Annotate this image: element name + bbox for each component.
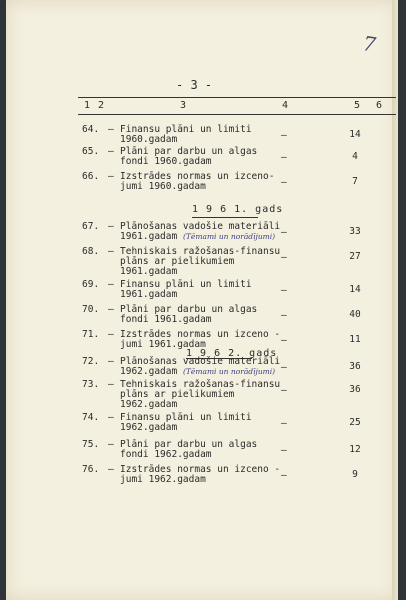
entry-dash: – xyxy=(108,464,114,475)
column-header-1: 1 xyxy=(84,100,91,111)
column-header-3: 3 xyxy=(180,100,187,111)
entry-col4: – xyxy=(281,285,287,296)
entry-col4: – xyxy=(281,362,287,373)
entry-number: 69. xyxy=(82,279,100,290)
entry-description: Finansu plāni un limiti 1960.gadam xyxy=(120,124,252,145)
entry-description: Tehniskais ražošanas-finansu plāns ar pielikumiem 1962.gadam xyxy=(120,379,281,410)
column-header-2: 2 xyxy=(98,100,105,111)
entry-col4: – xyxy=(281,252,287,263)
entry-pages: 36 xyxy=(349,384,361,395)
entry-pages: 27 xyxy=(349,251,361,262)
entry-col4: – xyxy=(281,177,287,188)
document-page xyxy=(6,0,398,600)
entry-description: Plāni par darbu un algas fondi 1962.gadam xyxy=(120,439,258,460)
entry-number: 75. xyxy=(82,439,100,450)
entry-dash: – xyxy=(108,221,114,232)
entry-number: 65. xyxy=(82,146,100,157)
entry-dash: – xyxy=(108,329,114,340)
entry-description: Plāni par darbu un algas fondi 1961.gadam xyxy=(120,304,258,325)
entry-dash: – xyxy=(108,171,114,182)
entry-number: 70. xyxy=(82,304,100,315)
entry-number: 73. xyxy=(82,379,100,390)
entry-number: 67. xyxy=(82,221,100,232)
entry-number: 68. xyxy=(82,246,100,257)
entry-pages: 36 xyxy=(349,361,361,372)
year-underline xyxy=(192,217,258,218)
entry-number: 64. xyxy=(82,124,100,135)
entry-dash: – xyxy=(108,304,114,315)
handwritten-note: (Tēmami un norādījumi) xyxy=(183,367,276,376)
entry-col4: – xyxy=(281,335,287,346)
year-header-1962: 1 9 6 2. gads xyxy=(186,348,278,359)
handwritten-sheet-number: 7 xyxy=(361,31,378,57)
entry-description: Plānošanas vadošie materiāli 1962.gadam xyxy=(120,356,281,377)
entry-pages: 14 xyxy=(349,284,361,295)
entry-pages: 9 xyxy=(352,469,358,480)
entry-dash: – xyxy=(108,246,114,257)
table-top-rule xyxy=(78,97,396,98)
entry-col4: – xyxy=(281,152,287,163)
entry-dash: – xyxy=(108,279,114,290)
entry-col4: – xyxy=(281,130,287,141)
entry-description: Finansu plāni un limiti 1962.gadam xyxy=(120,412,252,433)
entry-col4: – xyxy=(281,470,287,481)
entry-description: Finansu plāni un limiti 1961.gadam xyxy=(120,279,252,300)
entry-number: 71. xyxy=(82,329,100,340)
column-header-5: 5 xyxy=(354,100,361,111)
entry-dash: – xyxy=(108,412,114,423)
entry-number: 74. xyxy=(82,412,100,423)
column-header-4: 4 xyxy=(282,100,289,111)
entry-col4: – xyxy=(281,385,287,396)
entry-description: Izstrādes normas un izceno- jumi 1960.gadam xyxy=(120,171,275,192)
entry-pages: 40 xyxy=(349,309,361,320)
entry-col4: – xyxy=(281,418,287,429)
year-header-1961: 1 9 6 1. gads xyxy=(192,204,284,215)
entry-col4: – xyxy=(281,227,287,238)
entry-pages: 11 xyxy=(349,334,361,345)
handwritten-note: (Tēmami un norādījumi) xyxy=(183,232,276,241)
entry-description: Tehniskais ražošanas-finansu plāns ar pielikumiem 1961.gadam xyxy=(120,246,281,277)
entry-pages: 7 xyxy=(352,176,358,187)
entry-dash: – xyxy=(108,439,114,450)
table-header-rule xyxy=(78,114,396,115)
entry-pages: 4 xyxy=(352,151,358,162)
entry-number: 66. xyxy=(82,171,100,182)
entry-number: 76. xyxy=(82,464,100,475)
entry-col4: – xyxy=(281,310,287,321)
entry-dash: – xyxy=(108,356,114,367)
entry-dash: – xyxy=(108,146,114,157)
page-edge xyxy=(392,0,398,600)
entry-dash: – xyxy=(108,379,114,390)
entry-description: Plānošanas vadošie materiāli 1961.gadam xyxy=(120,221,281,242)
column-header-6: 6 xyxy=(376,100,383,111)
entry-dash: – xyxy=(108,124,114,135)
page-number: - 3 - xyxy=(176,78,213,92)
entry-description: Izstrādes normas un izceno - jumi 1962.gadam xyxy=(120,464,281,485)
entry-pages: 14 xyxy=(349,129,361,140)
entry-description: Izstrādes normas un izceno - jumi 1961.gadam xyxy=(120,329,281,350)
entry-pages: 12 xyxy=(349,444,361,455)
entry-pages: 25 xyxy=(349,417,361,428)
entry-number: 72. xyxy=(82,356,100,367)
entry-description: Plāni par darbu un algas fondi 1960.gadam xyxy=(120,146,258,167)
entry-pages: 33 xyxy=(349,226,361,237)
entry-col4: – xyxy=(281,445,287,456)
